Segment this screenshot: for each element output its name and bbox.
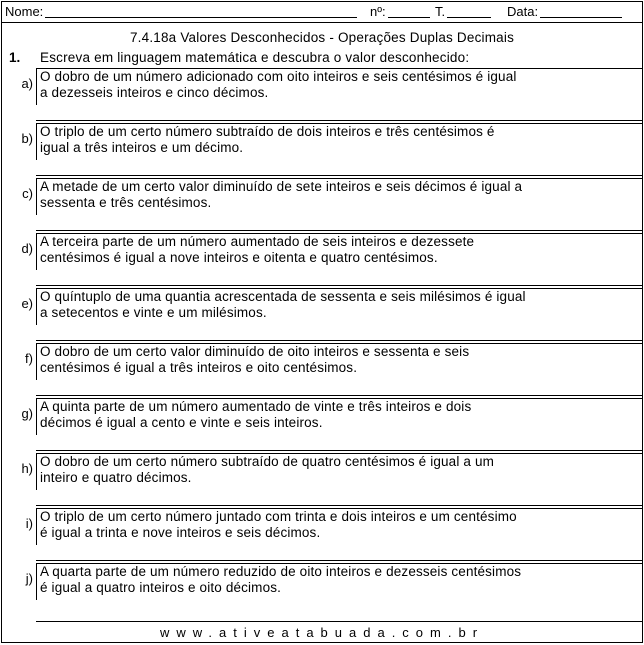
class-label: T.: [435, 4, 446, 19]
date-label: Data:: [507, 4, 539, 19]
exercise-text-line-2: inteiro e quatro décimos.: [40, 470, 192, 485]
exercise-item: [2, 508, 642, 563]
exercise-text-line-1: O dobro de um certo valor diminuído de oito inteiros e sessenta e seis: [40, 344, 470, 359]
exercise-text: [40, 234, 640, 266]
exercise-label: d): [21, 241, 33, 256]
exercise-text: [40, 179, 640, 211]
instruction-number: 1.: [9, 50, 21, 65]
exercise-item: [2, 563, 642, 618]
exercise-text-line-2: sessenta e três centésimos.: [40, 195, 212, 210]
class-field[interactable]: [435, 2, 491, 22]
answer-line[interactable]: [36, 450, 642, 451]
exercise-label: j): [25, 571, 33, 586]
number-line[interactable]: [388, 4, 430, 18]
worksheet-title: 7.4.18a Valores Desconhecidos - Operações Duplas Decimais: [129, 30, 515, 45]
exercise-text: [40, 564, 640, 596]
exercise-text-line-2: décimos é igual a cento e vinte e seis inteiros.: [40, 415, 323, 430]
exercise-label: h): [21, 461, 33, 476]
exercise-text-line-2: a setecentos e vinte e um milésimos.: [40, 305, 267, 320]
exercise-text: [40, 399, 640, 431]
header-row: [2, 2, 642, 23]
answer-line[interactable]: [36, 175, 642, 176]
exercise-item: [2, 233, 642, 288]
exercise-label: f): [25, 351, 33, 366]
exercise-label: i): [25, 516, 33, 531]
exercise-item: [2, 453, 642, 508]
exercise-item: [2, 398, 642, 453]
exercise-text-line-2: é igual a quatro inteiros e oito décimos.: [40, 580, 282, 595]
last-answer-line[interactable]: [36, 621, 642, 622]
answer-line[interactable]: [36, 340, 642, 341]
exercise-label: a): [21, 76, 33, 91]
exercise-text: [40, 509, 640, 541]
exercise-text-line-1: O triplo de um certo número juntado com trinta e dois inteiros e um centésimo: [40, 509, 517, 524]
exercise-text-line-1: A metade de um certo valor diminuído de sete inteiros e seis décimos é igual a: [40, 179, 523, 194]
exercise-item: [2, 343, 642, 398]
exercise-item: [2, 288, 642, 343]
exercise-text-line-1: O dobro de um número adicionado com oito inteiros e seis centésimos é igual: [40, 69, 517, 84]
exercise-label: c): [22, 186, 33, 201]
exercise-text-line-2: centésimos é igual a três inteiros e oito centésimos.: [40, 360, 358, 375]
exercise-text-line-2: centésimos é igual a nove inteiros e oitenta e quatro centésimos.: [40, 250, 438, 265]
website-footer: www.ativeatabuada.com.br: [159, 625, 485, 640]
exercise-text: [40, 124, 640, 156]
exercise-text-line-1: A quinta parte de um número aumentado de vinte e três inteiros e dois: [40, 399, 472, 414]
exercise-text-line-1: A terceira parte de um número aumentado de seis inteiros e dezessete: [40, 234, 475, 249]
answer-line[interactable]: [36, 560, 642, 561]
exercise-label: g): [21, 406, 33, 421]
answer-line[interactable]: [36, 230, 642, 231]
answer-line[interactable]: [36, 120, 642, 121]
exercise-label: b): [21, 131, 33, 146]
exercise-text-line-2: a dezesseis inteiros e cinco décimos.: [40, 85, 269, 100]
exercise-text-line-1: A quarta parte de um número reduzido de oito inteiros e dezesseis centésimos: [40, 564, 522, 579]
exercise-item: [2, 178, 642, 233]
exercise-text-line-2: é igual a trinta e nove inteiros e seis décimos.: [40, 525, 321, 540]
exercise-text: [40, 289, 640, 321]
exercise-text-line-1: O dobro de um certo número subtraído de quatro centésimos é igual a um: [40, 454, 494, 469]
name-line[interactable]: [45, 4, 357, 18]
exercise-text-line-2: igual a três inteiros e um décimo.: [40, 140, 244, 155]
answer-line[interactable]: [36, 505, 642, 506]
date-field[interactable]: [507, 2, 622, 22]
number-field[interactable]: [370, 2, 430, 22]
exercise-label: e): [21, 296, 33, 311]
date-line[interactable]: [540, 4, 622, 18]
instruction-text: Escreva em linguagem matemática e descubra o valor desconhecido:: [40, 50, 470, 65]
name-field[interactable]: [5, 2, 357, 22]
class-line[interactable]: [447, 4, 491, 18]
number-label: nº:: [370, 4, 386, 19]
exercise-text: [40, 69, 640, 101]
exercise-text: [40, 344, 640, 376]
answer-line[interactable]: [36, 395, 642, 396]
answer-line[interactable]: [36, 285, 642, 286]
exercise-text: [40, 454, 640, 486]
name-label: Nome:: [5, 4, 44, 19]
exercise-item: [2, 68, 642, 123]
exercise-text-line-1: O quíntuplo de uma quantia acrescentada de sessenta e seis milésimos é igual: [40, 289, 526, 304]
worksheet: [1, 1, 643, 643]
exercise-item: [2, 123, 642, 178]
exercise-text-line-1: O triplo de um certo número subtraído de dois inteiros e três centésimos é: [40, 124, 495, 139]
